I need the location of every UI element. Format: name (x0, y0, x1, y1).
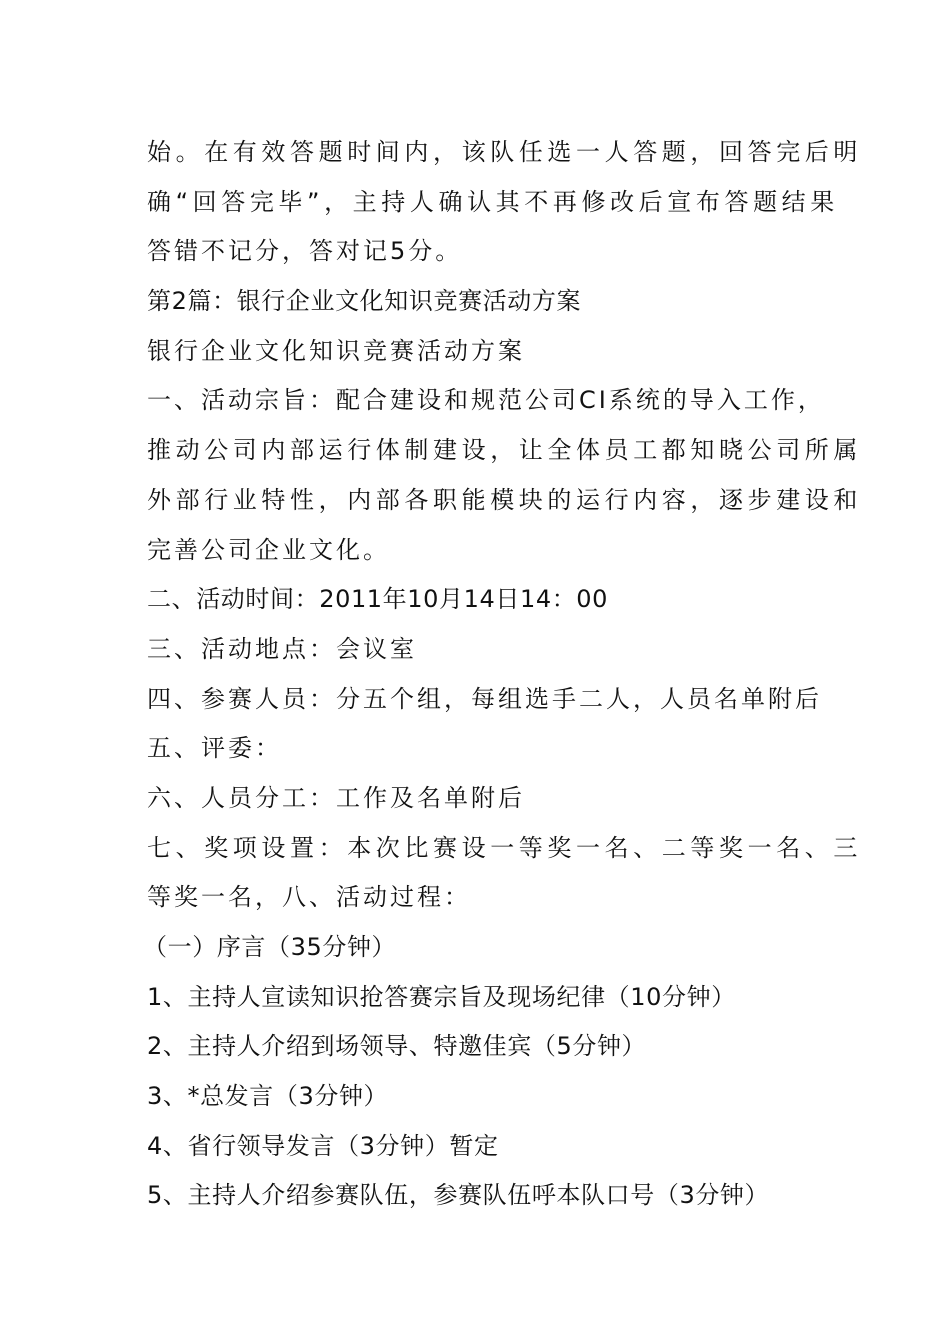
paragraph-line: 推动公司内部运行体制建设，让全体员工都知晓公司所属 (147, 436, 862, 465)
paragraph-line: 确“回答完毕”，主持人确认其不再修改后宣布答题结果 (147, 187, 839, 216)
paragraph-line: 外部行业特性，内部各职能模块的运行内容，逐步建设和 (147, 485, 862, 514)
subsection-preface: （一）序言（35分钟） (143, 933, 397, 961)
document-body (143, 128, 862, 1221)
paragraph-line: 始。在有效答题时间内，该队任选一人答题，回答完后明 (147, 138, 862, 166)
list-item: 3、*总发言（3分钟） (147, 1082, 389, 1111)
list-item: 5、主持人介绍参赛队伍，参赛队伍呼本队口号（3分钟） (147, 1181, 770, 1210)
list-item: 2、主持人介绍到场领导、特邀佳宾（5分钟） (147, 1032, 647, 1061)
section-participants: 四、参赛人员：分五个组，每组选手二人，人员名单附后 (147, 684, 822, 713)
paragraph-line: 答错不记分，答对记5分。 (147, 237, 463, 266)
section-judges: 五、评委： (147, 734, 282, 763)
list-item: 4、省行领导发言（3分钟）暂定 (147, 1131, 499, 1160)
section-awards: 七、奖项设置：本次比赛设一等奖一名、二等奖一名、三 (147, 833, 862, 862)
section-location: 三、活动地点：会议室 (147, 634, 417, 663)
paragraph-line: 等奖一名，八、活动过程： (147, 883, 471, 912)
section-staff: 六、人员分工：工作及名单附后 (147, 783, 525, 812)
document-title: 银行企业文化知识竞赛活动方案 (147, 336, 525, 365)
paragraph-line: 完善公司企业文化。 (147, 535, 390, 564)
article-heading: 第2篇：银行企业文化知识竞赛活动方案 (147, 287, 582, 316)
section-time: 二、活动时间：2011年10月14日14：00 (147, 585, 609, 614)
section-purpose: 一、活动宗旨：配合建设和规范公司CI系统的导入工作， (147, 386, 825, 415)
list-item: 1、主持人宣读知识抢答赛宗旨及现场纪律（10分钟） (147, 982, 736, 1011)
